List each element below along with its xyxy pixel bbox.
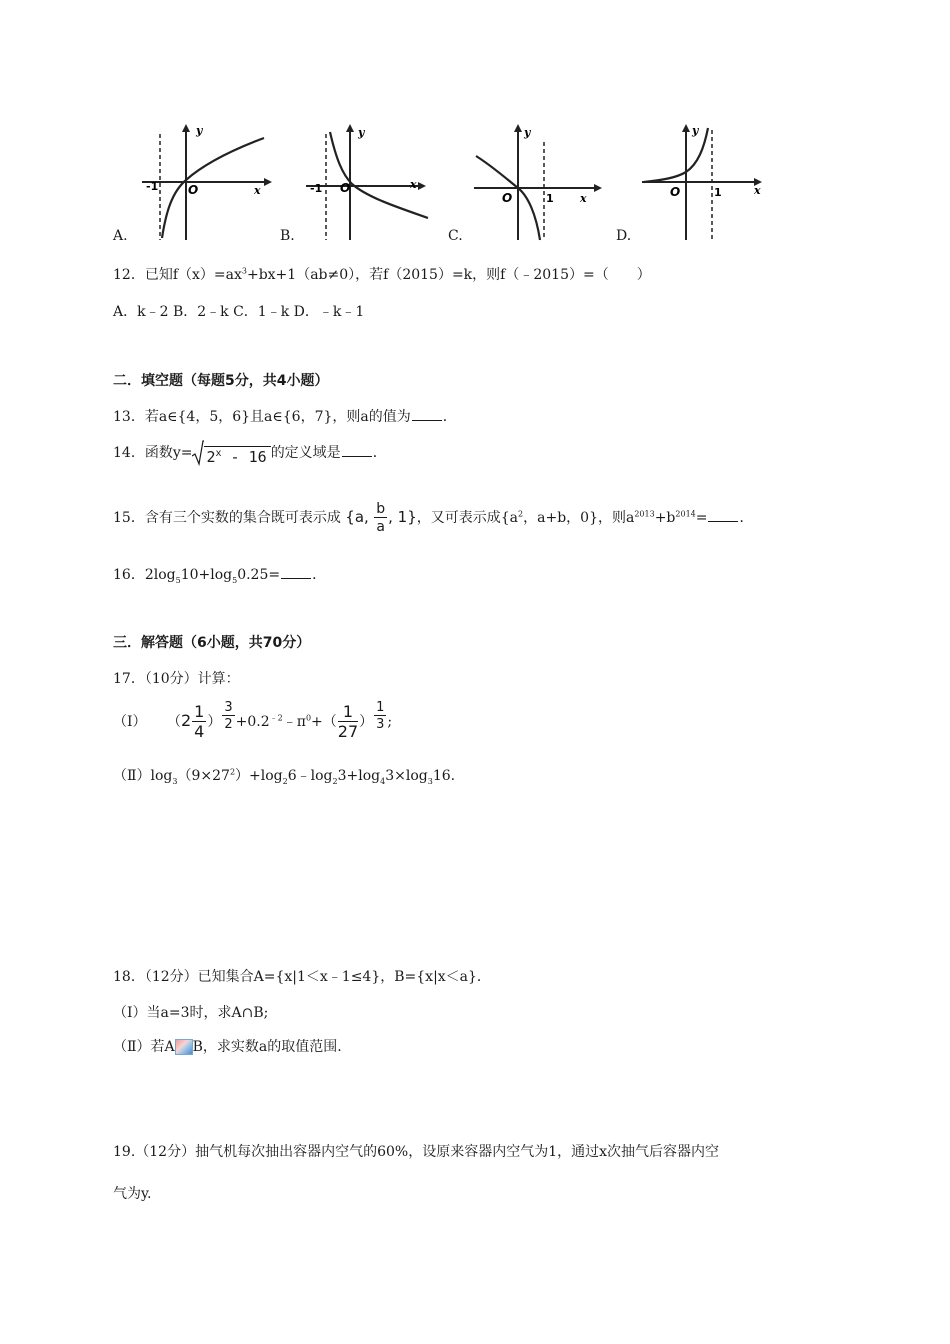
option-d-label: D.: [616, 228, 632, 244]
graph-c-tick: 1: [546, 192, 554, 205]
question-17-part-1: （I） （2 $\frac{1}{4}$ ） $\frac{3}{2}$ $+0.2^{﹣2}﹣\pi^0+$（ $\frac{1}{27}$ ） $\frac{1}{3}$ ;: [113, 700, 393, 741]
subset-symbol-icon: [175, 1039, 193, 1055]
option-a-label: A.: [113, 228, 128, 244]
graph-c-origin: O: [502, 191, 513, 205]
question-18-part-2: （Ⅱ）若A B，求实数a的取值范围.: [113, 1039, 342, 1055]
graph-c-y-label: y: [524, 126, 531, 139]
fraction-1-over-27: $\frac{1}{27}$: [337, 702, 359, 741]
question-19-line-1: 19.（12分）抽气机每次抽出容器内空气的60%，设原来容器内空气为1，通过x次抽气后容器内空: [113, 1144, 719, 1160]
question-15: 15．含有三个实数的集合既可表示成 {a, $\frac{b}{a}$ , 1}，又可表示成{$a^2$，a+b，0}，则$a^{2013}+b^{2014}=$ ．: [113, 501, 754, 535]
graph-a-x-label: x: [254, 184, 261, 197]
fraction-b-over-a: $\frac{b}{a}$: [376, 501, 386, 535]
sqrt-expression: 2$^x$ - 16: [192, 440, 270, 466]
option-b-label: B.: [280, 228, 295, 244]
question-12: 12．已知$f(x)=ax^3+bx+1(ab\ne 0)$，若f（2015）=k，则f（﹣2015）=（ ）: [113, 266, 651, 283]
graph-b-x-label: x: [410, 178, 417, 191]
option-c-label: C.: [448, 228, 463, 244]
graph-b-origin: O: [340, 181, 351, 195]
question-18-header: 18．（12分）已知集合A={x|1＜x﹣1≤4}，B={x|x＜a}．: [113, 969, 491, 985]
sqrt-icon: [192, 440, 204, 466]
graph-b-tick: -1: [310, 182, 323, 195]
answer-blank: [342, 444, 372, 457]
graph-d-origin: O: [670, 185, 681, 199]
question-17-part-2: $(Ⅱ)\log_3(9\times 27^2)+\log_26﹣\log_23+\log_43\times\log_316$.: [113, 767, 456, 786]
graph-a-origin: O: [188, 183, 199, 197]
question-12-options: A．k﹣2 B．2﹣k C．1﹣k D．﹣k﹣1: [113, 304, 365, 320]
graph-b-y-label: y: [358, 126, 365, 139]
question-17-header: 17．（10分）计算：: [113, 671, 240, 687]
graph-d-x-label: x: [754, 184, 761, 197]
answer-blank: [281, 566, 311, 579]
graph-a-tick: -1: [146, 180, 159, 193]
question-19-line-2: 气为y.: [113, 1186, 152, 1202]
graph-a-y-label: y: [196, 124, 203, 137]
graph-b: [306, 122, 436, 242]
graph-a: [142, 122, 272, 242]
graph-c: [474, 122, 604, 242]
section-3-title: 三．解答题（6小题，共70分）: [113, 635, 311, 651]
graph-d-y-label: y: [692, 124, 699, 137]
graph-d: [642, 122, 772, 242]
answer-blank: [708, 509, 738, 522]
graph-d-tick: 1: [714, 186, 722, 199]
fraction-1-over-4: $\frac{1}{4}$: [194, 702, 205, 741]
exponent-3-over-2: $\frac{3}{2}$: [224, 700, 233, 732]
graph-c-x-label: x: [580, 192, 587, 205]
answer-blank: [412, 408, 442, 421]
question-18-part-1: （Ⅰ）当a=3时，求A∩B;: [113, 1005, 269, 1021]
section-2-title: 二．填空题（每题5分，共4小题）: [113, 373, 329, 389]
question-16: 16．$2\log_510+\log_50.25=$ ．: [113, 567, 327, 585]
exponent-1-over-3: $\frac{1}{3}$: [376, 700, 385, 732]
question-13: 13．若a∈{4，5，6}且a∈{6，7}，则a的值为 ．: [113, 409, 457, 425]
question-14: 14．函数y= 2$^x$ - 16 的定义域是 ．: [113, 440, 387, 466]
